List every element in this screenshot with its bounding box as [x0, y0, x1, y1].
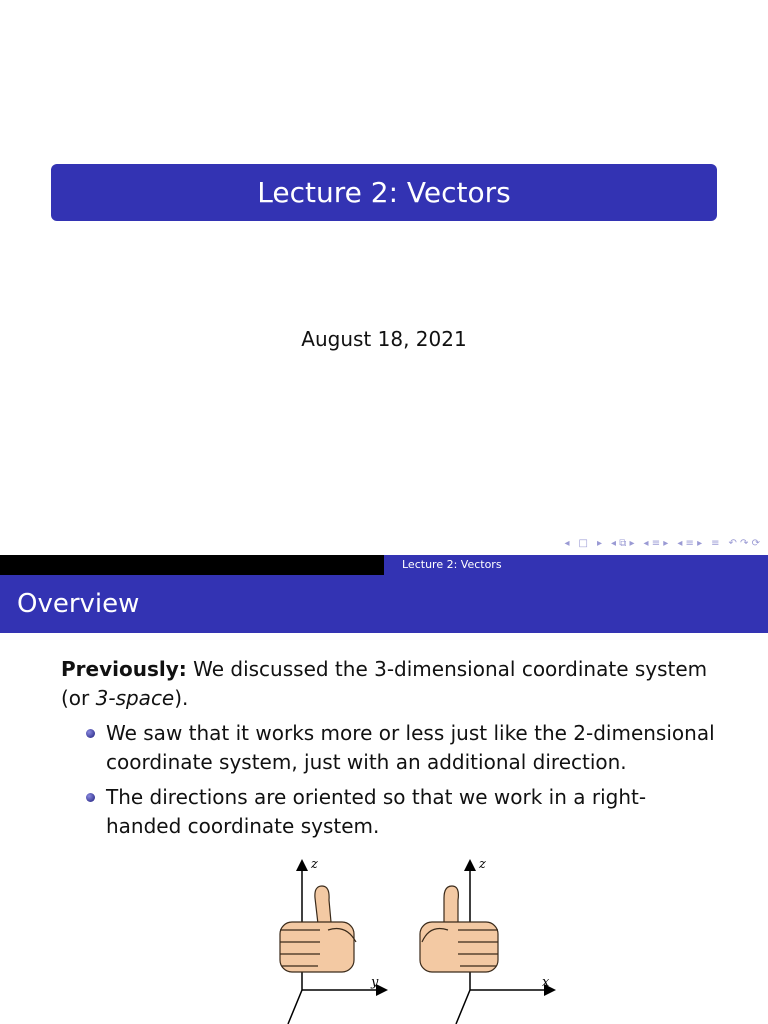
list-item: The directions are oriented so that we work in a right-handed coordinate system.: [106, 783, 721, 841]
nav-section-icon[interactable]: ◂ ≡ ▸: [677, 537, 703, 549]
slide-content: [61, 655, 721, 847]
overview-slide: [0, 555, 768, 1024]
headline-left: [0, 555, 384, 575]
intro-label: Previously:: [61, 657, 187, 681]
bullet-list: [61, 719, 721, 841]
slide-title: Lecture 2: Vectors: [51, 164, 717, 221]
right-hand: [420, 886, 498, 972]
headline-title: Lecture 2: Vectors: [402, 558, 502, 571]
nav-frame-icon[interactable]: □: [578, 537, 588, 549]
nav-search-icon[interactable]: ↶ ↷ ⟳: [728, 537, 760, 549]
headline-right: [384, 555, 768, 575]
nav-frame-right-icon[interactable]: ▸: [596, 537, 602, 549]
intro-text-a: We discussed the 3-dimensional coordinate system (or: [61, 657, 708, 710]
list-item: We saw that it works more or less just like the 2-dimensional coordinate system, just with an additional direction.: [106, 719, 721, 777]
nav-frame-left-icon[interactable]: ◂: [564, 537, 570, 549]
beamer-navigation: [564, 536, 760, 550]
nav-section-icon[interactable]: ◂ ≡ ▸: [643, 537, 669, 549]
bullet-icon: [86, 793, 95, 802]
frame-title: Overview: [17, 589, 140, 619]
left-hand: [280, 886, 356, 972]
intro-text-b: ).: [174, 686, 189, 710]
headline-bar: [0, 555, 768, 575]
left-y-label: y: [371, 975, 379, 990]
frame-title-bar: [0, 575, 768, 633]
intro-italic: 3-space: [95, 686, 175, 710]
left-z-label: z: [311, 857, 318, 872]
intro-paragraph: [61, 655, 721, 713]
bullet-icon: [86, 729, 95, 738]
right-hand-rule-figure: [270, 850, 570, 1024]
right-z-label: z: [479, 857, 486, 872]
right-x-label: x: [542, 975, 550, 990]
slide-date: August 18, 2021: [301, 327, 467, 351]
nav-document-icon[interactable]: ≡: [711, 537, 720, 549]
nav-subsection-icon[interactable]: ◂ ⧉ ▸: [611, 537, 635, 549]
